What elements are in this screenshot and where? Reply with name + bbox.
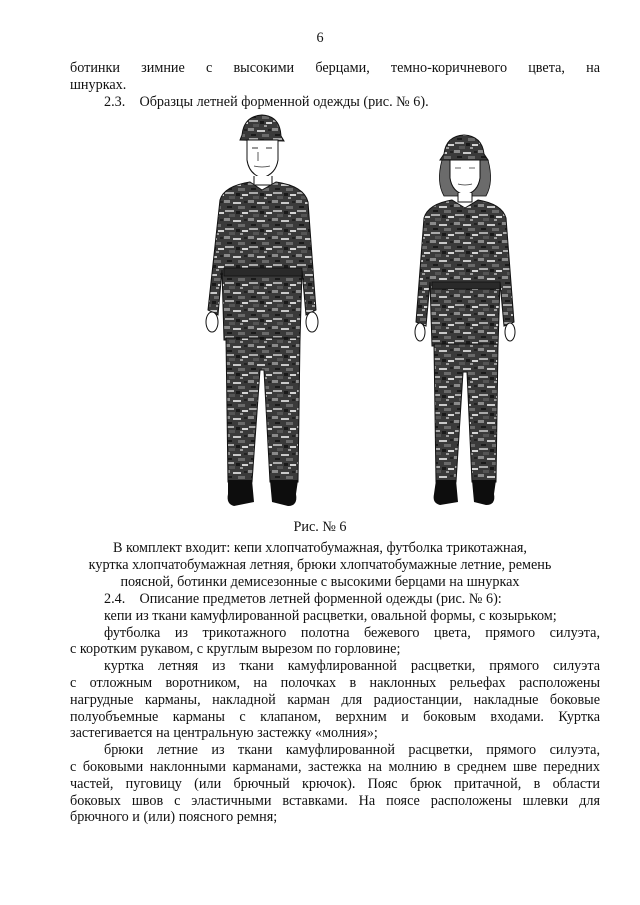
section-title: Описание предметов летней форменной одежды (рис. № 6): xyxy=(139,591,502,607)
item-jacket-line: застегивается на центральную застежку «молния»; xyxy=(70,725,378,742)
item-jacket-line: полуобъемные карманы с клапаном, верхним и боковым входами. Куртка xyxy=(70,708,600,725)
item-trousers-line: боковых швов с эластичными вставками. На поясе расположены шлевки для xyxy=(70,792,600,809)
section-title: Образцы летней форменной одежды (рис. № 6). xyxy=(139,93,429,110)
text-line: В комплект входит: кепи хлопчатобумажная, футболка трикотажная, xyxy=(113,540,527,556)
item-jacket-line: с отложным воротником, на полочках в наклонных рельефах расположены xyxy=(70,674,600,691)
item-trousers-line: частей, пуговицу (или брючный крючок). Пояс брюк притачной, в области xyxy=(70,775,600,792)
top-paragraph xyxy=(70,60,600,110)
female-figure xyxy=(415,135,515,505)
section-number: 2.4. xyxy=(104,591,126,607)
item-cap: кепи из ткани камуфлированной расцветки, овальной формы, с козырьком; xyxy=(104,607,557,624)
male-figure xyxy=(206,115,318,506)
text-line: куртка хлопчатобумажная летняя, брюки хлопчатобумажные летние, ремень xyxy=(88,556,552,573)
section-2-4 xyxy=(70,591,600,826)
text-line: ботинки зимние с высокими берцами, темно-коричневого цвета, на xyxy=(70,60,600,76)
figure-caption: Рис. № 6 xyxy=(293,519,347,535)
section-heading-2-3 xyxy=(70,94,600,111)
uniform-figure xyxy=(200,110,540,515)
kit-composition xyxy=(0,540,640,590)
text-line: поясной, ботинки демисезонные с высокими берцами на шнурках xyxy=(120,573,520,590)
item-trousers-line: с боковыми наклонными карманами, застежка на молнию в среднем шве передних xyxy=(70,758,600,775)
item-jacket-line: куртка летняя из ткани камуфлированной расцветки, прямого силуэта xyxy=(104,658,600,675)
section-number: 2.3. xyxy=(104,93,126,110)
page-number: 6 xyxy=(316,30,324,46)
item-tshirt-line: с коротким рукавом, с круглым вырезом по горловине; xyxy=(70,641,401,658)
text-line: шнурках. xyxy=(70,76,127,93)
section-heading-2-4 xyxy=(70,591,600,608)
item-trousers-line: брючного и (или) поясного ремня; xyxy=(70,809,278,826)
item-tshirt-line: футболка из трикотажного полотна бежевого цвета, прямого силуэта, xyxy=(104,624,600,641)
item-trousers-line: брюки летние из ткани камуфлированной расцветки, прямого силуэта, xyxy=(104,742,600,759)
item-jacket-line: нагрудные карманы, накладной карман для радиостанции, накладные боковые xyxy=(70,691,600,708)
